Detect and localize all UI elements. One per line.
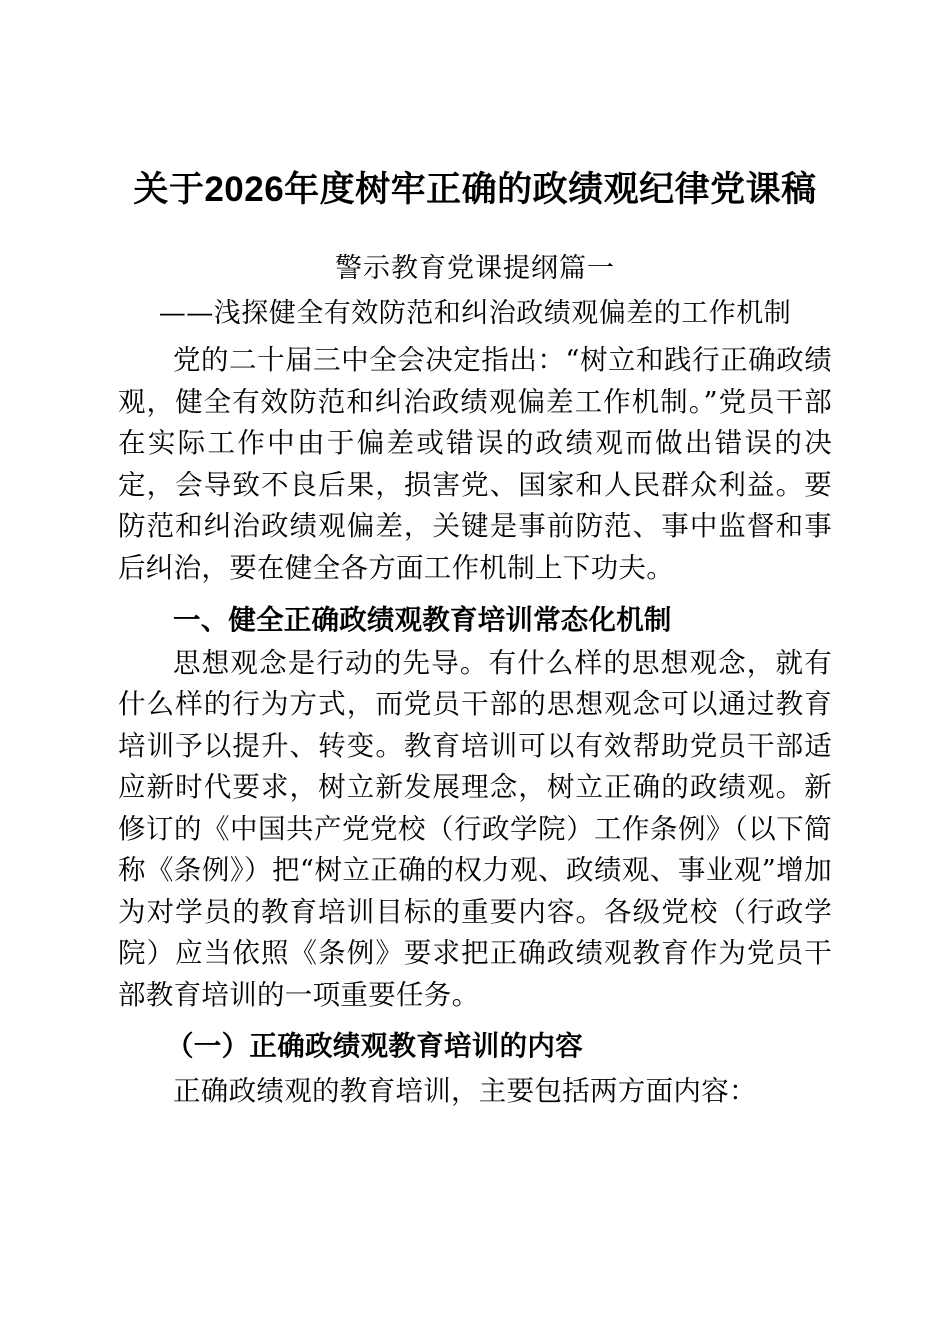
body-paragraph-2: 思想观念是行动的先导。有什么样的思想观念，就有什么样的行为方式，而党员干部的思想观念可以通过教育培训予以提升、转变。教育培训可以有效帮助党员干部适应新时代要求，树立新发展理念，树立正确的政绩观。新修订的《中国共产党党校（行政学院）工作条例》（以下简称《条例》）把“树立正确的权力观、政绩观、事业观”增加为对学员的教育培训目标的重要内容。各级党校（行政学院）应当依照《条例》要求把正确政绩观教育作为党员干部教育培训的一项重要任务。 [118,646,832,1011]
document-subtitle-dash: ——浅探健全有效防范和纠治政绩观偏差的工作机制 [158,298,792,329]
section-heading-1: 一、健全正确政绩观教育培训常态化机制 [173,604,672,635]
body-paragraph-1: 党的二十届三中全会决定指出：“树立和践行正确政绩观，健全有效防范和纠治政绩观偏差工作机制。”党员干部在实际工作中由于偏差或错误的政绩观而做出错误的决定，会导致不良后果，损害党、国家和人民群众利益。要防范和纠治政绩观偏差，关键是事前防范、事中监督和事后纠治，要在健全各方面工作机制上下功夫。 [118,344,832,584]
document-title: 关于2026年度树牢正确的政绩观纪律党课稿 [133,170,817,209]
document-content [118,0,832,1112]
document-subtitle-center: 警示教育党课提纲篇一 [335,253,615,284]
body-paragraph-3: 正确政绩观的教育培训，主要包括两方面内容： [173,1074,757,1107]
subsection-heading-1: （一）正确政绩观教育培训的内容 [166,1030,583,1062]
